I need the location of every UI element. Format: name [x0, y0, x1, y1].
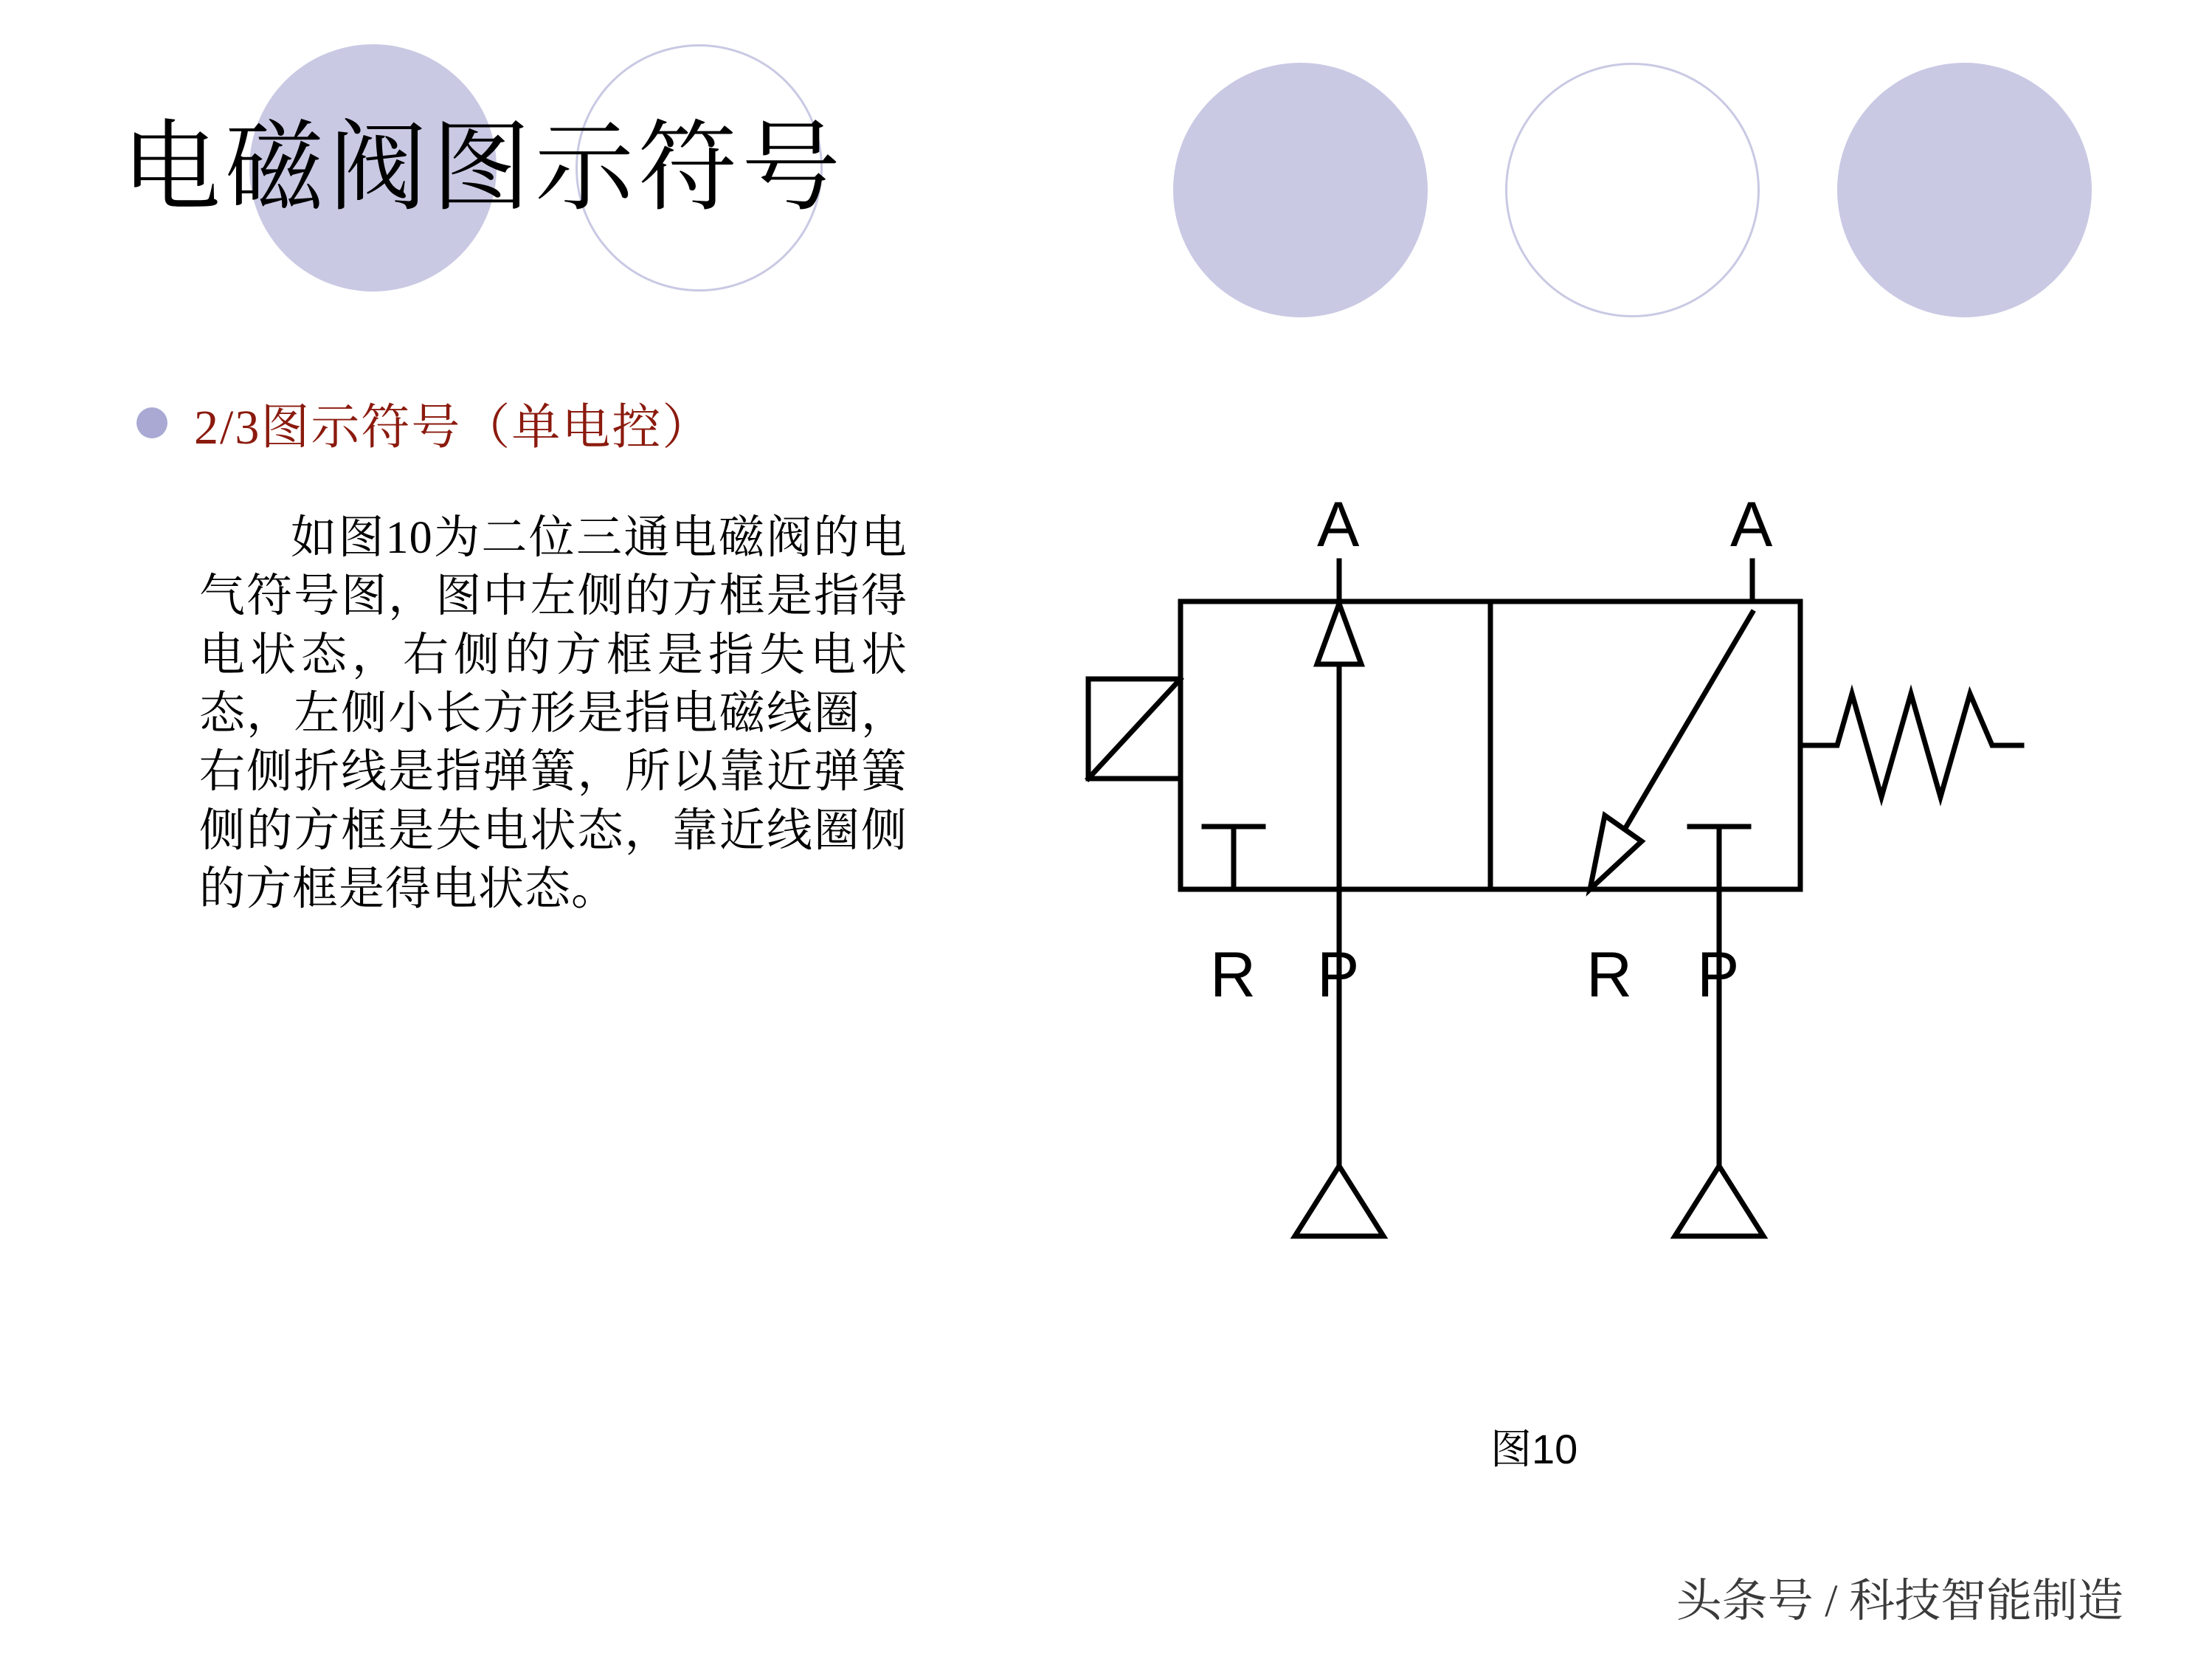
body-paragraph: 如图10为二位三通电磁阀的电气符号图，图中左侧的方框是指得电状态，右侧的方框是指失电状态，左侧小长方形是指电磁线圈，右侧折线是指弹簧，所以靠近弹簧侧的方框是失电状态，靠近线圈侧的方框是得电状态。 [199, 513, 908, 915]
port-label-p-right: P [1697, 939, 1740, 1010]
port-label-r-right: R [1586, 939, 1633, 1010]
port-label-a-left: A [1317, 489, 1360, 560]
port-label-p-left: P [1317, 939, 1360, 1010]
bullet-label: 2/3图示符号（单电控） [194, 401, 713, 455]
decorative-circle-filled [1173, 63, 1428, 317]
watermark: 头条号 / 科技智能制造 [1676, 1576, 2123, 1627]
port-label-a-right: A [1730, 489, 1773, 560]
decorative-circle-outline [1505, 63, 1760, 317]
decorative-circle-filled [1837, 63, 2092, 317]
figure-caption: 图10 [1490, 1426, 1578, 1472]
valve-symbol-diagram [1033, 480, 2081, 1365]
page-title: 电磁阀图示符号 [122, 114, 846, 223]
bullet-row [136, 387, 712, 458]
bullet-dot-icon [136, 407, 167, 438]
port-label-r-left: R [1210, 939, 1257, 1010]
